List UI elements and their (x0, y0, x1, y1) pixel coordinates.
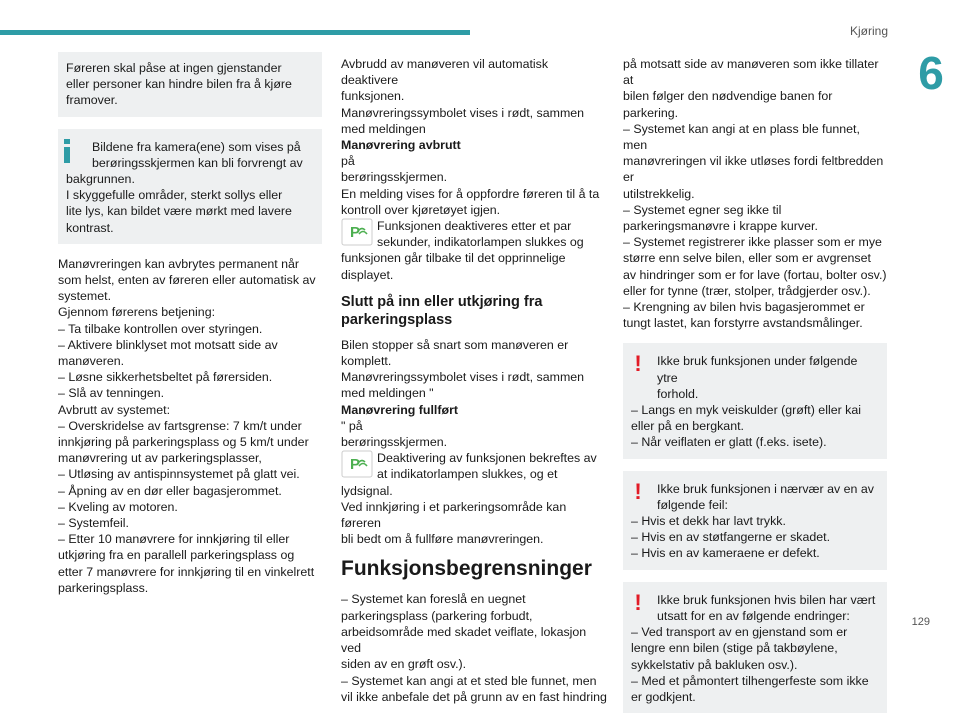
heading-line: Slutt på inn eller utkjøring fra (341, 293, 543, 310)
text-line: – Ved transport av en gjenstand som er (631, 625, 848, 640)
text-line: følgende feil: (657, 497, 728, 512)
text-line: siden av en grøft osv.). (341, 657, 467, 672)
icon-paragraph (341, 218, 607, 283)
warning-lead (631, 589, 879, 624)
text-line: – Hvis en av støtfangerne er skadet. (631, 530, 831, 545)
warning-box (623, 582, 887, 713)
text-line: på motsatt side av manøveren som ikke tillater at (623, 57, 879, 88)
text-line: En melding vises for å oppfordre føreren til å ta (341, 186, 600, 201)
text-line: – Åpning av en dør eller bagasjerommet. (58, 483, 282, 498)
info-icon (64, 139, 70, 163)
text-line: Ikke bruk funksjonen i nærvær av en av (657, 481, 874, 496)
text-line: innkjøring på parkeringsplass og 5 km/t under (58, 435, 309, 450)
info-box (58, 129, 322, 244)
icon-paragraph (341, 450, 607, 547)
text-line: lengre enn bilen (stige på takbøylene, (631, 641, 838, 656)
text-line: komplett. (341, 354, 392, 369)
text-line: forhold. (657, 386, 699, 401)
text-line: utilstrekkelig. (623, 186, 695, 201)
text-line: tungt lastet, kan forstyrre avstandsmålinger. (623, 316, 863, 331)
warning-lead (631, 353, 879, 402)
body-text (58, 256, 322, 596)
svg-text:P: P (350, 456, 361, 474)
chapter-number: 6 (902, 44, 960, 102)
message-name: Manøvrering fullført (341, 402, 459, 417)
text-line: manøvrering ut av parkeringsplasser, (58, 451, 262, 466)
text-fragment: med meldingen " (341, 386, 434, 401)
text-line: – Krengning av bilen hvis bagasjerommet er (623, 300, 865, 315)
page-number: 129 (911, 616, 930, 628)
text-line: – Systemet registrerer ikke plasser som er mye (623, 235, 882, 250)
column-2 (341, 56, 607, 705)
text-line: etter 7 manøvrere for innkjøring til en vinkelrett (58, 564, 315, 579)
text-line: framover. (66, 93, 118, 108)
text-fragment: på (341, 154, 355, 169)
text-line: bilen følger den nødvendige banen for parkering. (623, 89, 833, 120)
text-line: – Når veiflaten er glatt (f.eks. isete). (631, 435, 827, 450)
text-line: bakgrunnen. (66, 172, 135, 187)
info-lead (66, 139, 314, 171)
text-line: Manøvreringssymbolet vises i rødt, sammen (341, 105, 585, 120)
text-line: – Hvis et dekk har lavt trykk. (631, 514, 786, 529)
text-line: – Løsne sikkerhetsbeltet på førersiden. (58, 370, 273, 385)
text-line: Manøvreringen kan avbrytes permanent når (58, 256, 300, 271)
text-line: systemet. (58, 289, 112, 304)
text-line: Deaktivering av funksjonen bekreftes av (377, 451, 597, 466)
column-1 (58, 52, 322, 596)
text-line: – Systemet kan angi at et sted ble funnet, men (341, 673, 597, 688)
text-line: er godkjent. (631, 689, 696, 704)
text-line: Manøvreringssymbolet vises i rødt, sammen (341, 370, 585, 385)
text-line: kontroll over kjøretøyet igjen. (341, 202, 501, 217)
text-line: Ved innkjøring i et parkeringsområde kan føreren (341, 499, 567, 531)
text-line: større enn selve bilen, eller som er avgrenset (623, 251, 871, 266)
text-line: Bilen stopper så snart som manøveren er (341, 337, 569, 352)
text-line: – Systemet egner seg ikke til (623, 202, 782, 217)
text-fragment: med meldingen (341, 121, 426, 136)
text-line: berøringsskjermen. (341, 170, 448, 185)
text-line: bli bedt om å fullføre manøvreringen. (341, 532, 544, 547)
text-line: – Utløsing av antispinnsystemet på glatt vei. (58, 467, 300, 482)
text-line: parkeringsplass (parkering forbudt, (341, 608, 533, 623)
text-line: manøveren. (58, 354, 125, 369)
text-line: arbeidsområde med skadet veiflate, lokasjon ved (341, 624, 587, 656)
text-line: I skyggefulle områder, sterkt sollys eller (66, 188, 283, 203)
text-line: funksjonen går tilbake til det opprinnelige (341, 251, 566, 266)
warning-icon: ! (634, 589, 642, 615)
warning-lead (631, 478, 879, 513)
text-line: – Systemet kan angi at en plass ble funnet, men (623, 121, 860, 153)
text-line: sekunder, indikatorlampen slukkes og (377, 235, 584, 250)
heading-line: parkeringsplass (341, 311, 453, 328)
text-line: – Langs en myk veiskulder (grøft) eller kai (631, 403, 862, 418)
text-line: eller på en bergkant. (631, 419, 744, 434)
text-line: eller personer kan hindre bilen fra å kjøre (66, 77, 292, 92)
body-text (623, 56, 887, 331)
text-line: Ikke bruk funksjonen under følgende ytre (657, 354, 858, 385)
text-line: parkeringsplass. (58, 580, 149, 595)
text-line: utsatt for en av følgende endringer: (657, 608, 850, 623)
warning-icon: ! (634, 351, 642, 377)
warning-box (623, 471, 887, 570)
warning-box (623, 343, 887, 458)
text-line: – Aktivere blinklyset mot motsatt side av (58, 337, 278, 352)
text-line (341, 385, 607, 434)
text-line: lydsignal. (341, 483, 393, 498)
text-line: Avbrutt av systemet: (58, 402, 171, 417)
text-line: berøringsskjermen. (341, 435, 448, 450)
text-line: Gjennom førerens betjening: (58, 305, 216, 320)
text-fragment: " på (341, 418, 363, 433)
text-line: berøringsskjermen kan bli forvrengt av (92, 155, 303, 170)
text-line: vil ikke anbefale det på grunn av en fast hindring (341, 689, 607, 704)
header-accent-bar (0, 30, 470, 35)
text-line: som helst, enten av føreren eller automatisk av (58, 273, 316, 288)
message-name: Manøvrering avbrutt (341, 138, 461, 153)
text-line: – Kveling av motoren. (58, 499, 178, 514)
text-line: – Systemet kan foreslå en uegnet (341, 592, 526, 607)
text-line: manøvreringen vil ikke utløses fordi feltbredden er (623, 154, 884, 185)
text-line (341, 121, 607, 170)
text-line: sykkelstativ på bakluken osv.). (631, 657, 798, 672)
text-line: – Etter 10 manøvrere for innkjøring til eller (58, 532, 290, 547)
text-line: Føreren skal påse at ingen gjenstander (66, 61, 282, 75)
text-line: – Overskridelse av fartsgrense: 7 km/t under (58, 418, 302, 433)
text-line: Ikke bruk funksjonen hvis bilen har vært (657, 592, 876, 607)
section-title: Kjøring (849, 24, 888, 38)
text-line: kontrast. (66, 220, 114, 235)
text-line: lite lys, kan bildet være mørkt med lavere (66, 204, 292, 219)
text-line: – Hvis en av kameraene er defekt. (631, 546, 820, 561)
text-line: – Systemfeil. (58, 516, 129, 531)
text-line: – Slå av tenningen. (58, 386, 165, 401)
note-box (58, 52, 322, 117)
warning-icon: ! (634, 478, 642, 504)
subheading (341, 293, 607, 329)
parking-assist-icon (341, 218, 373, 246)
text-line: at indikatorlampen slukkes, og et (377, 467, 558, 482)
column-3 (623, 56, 887, 725)
section-heading: Funksjonsbegrensninger (341, 557, 592, 581)
text-line: parkeringsmanøvre i krappe kurver. (623, 219, 818, 234)
text-line: Funksjonen deaktiveres etter et par (377, 219, 572, 234)
text-line: – Med et påmontert tilhengerfeste som ikke (631, 673, 869, 688)
text-line: Avbrudd av manøveren vil automatisk deaktivere (341, 57, 549, 88)
text-line: funksjonen. (341, 89, 405, 104)
svg-text:P: P (350, 224, 361, 242)
text-line: Bildene fra kamera(ene) som vises på (92, 139, 301, 154)
text-line: displayet. (341, 267, 394, 282)
text-line: av hindringer som er for lave (fortau, bolter osv.) (623, 267, 887, 282)
text-line: eller for tynne (trær, stolper, trådgjerder osv.). (623, 283, 871, 298)
text-line: – Ta tilbake kontrollen over styringen. (58, 321, 263, 336)
parking-assist-icon (341, 450, 373, 478)
text-line: utkjøring fra en parallell parkeringsplass og (58, 548, 295, 563)
